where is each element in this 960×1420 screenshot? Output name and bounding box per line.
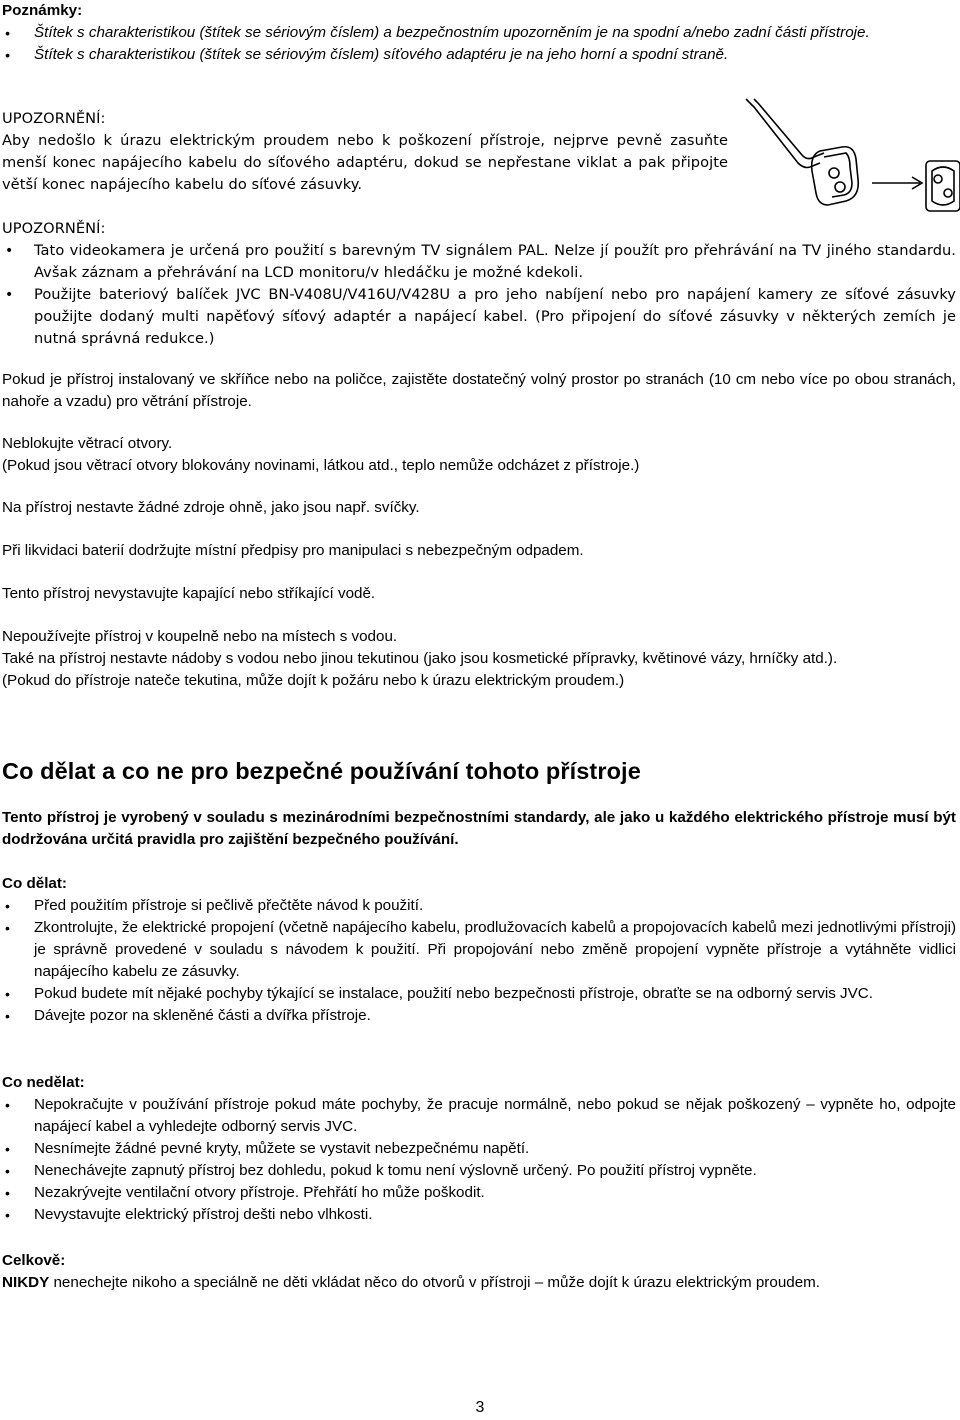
overall-emphasis: NIKDY [2,1274,50,1291]
warning-list [2,240,956,350]
notes-section [2,0,956,66]
paragraph: Při likvidaci baterií dodržujte místní předpisy pro manipulaci s nebezpečným odpadem. [2,542,584,559]
page-number: 3 [475,1399,485,1416]
list-item: • Nesnímejte žádné pevné kryty, můžete se vystavit nebezpečnému napětí. [2,1138,956,1160]
notes-heading: Poznámky: [2,2,83,19]
list-item: • Před použitím přístroje si pečlivě přečtěte návod k použití. [2,895,956,917]
paragraph: Neblokujte větrací otvory. [2,435,173,452]
paragraph: Pokud je přístroj instalovaný ve skříňce nebo na poličce, zajistěte dostatečný volný prostor po stranách (10 cm nebo více po obou stranách, nahoře a vzadu) pro větrání přístroje. [2,371,956,410]
overall-heading: Celkově: [2,1252,66,1269]
paragraph-group [2,433,956,477]
list-item: • Použijte bateriový balíček JVC BN-V408U/V416U/V428U a pro jeho nabíjení nebo pro napájení kamery ze síťové zásuvky použijte dodaný multi napěťový síťový adaptér a napájecí kabel. (Pro připojení do síťové zásuvky v některých zemích je nutná správná redukce.) [2,284,956,350]
do-list [2,895,956,1027]
paragraph: Tento přístroj nevystavujte kapající nebo stříkající vodě. [2,585,376,602]
warning-section-2 [2,218,956,350]
dont-section [2,1072,956,1226]
warning-heading: UPOZORNĚNÍ: [2,220,106,237]
overall-body: nenechejte nikoho a speciálně ne děti vkládat něco do otvorů v přístroji – může dojít k úrazu elektrickým proudem. [49,1274,821,1291]
dont-heading: Co nedělat: [2,1074,85,1091]
paragraph: Nepoužívejte přístroj v koupelně nebo na místech s vodou. [2,628,398,645]
paragraph-group [2,626,956,692]
list-item: • Tato videokamera je určená pro použití s barevným TV signálem PAL. Nelze jí použít pro přehrávání na TV jiného standardu. Avšak záznam a přehrávání na LCD monitoru/v hledáčku je možné kdekoli. [2,240,956,284]
section-title: Co dělat a co ne pro bezpečné používání tohoto přístroje [2,758,641,784]
overall-text [2,1272,956,1294]
list-item: • Dávejte pozor na skleněné části a dvířka přístroje. [2,1005,956,1027]
list-item: • Nenechávejte zapnutý přístroj bez dohledu, pokud k tomu není výslovně určený. Po použití přístroj vypněte. [2,1160,956,1182]
power-plug-icon [742,97,960,237]
warning-text: Aby nedošlo k úrazu elektrickým proudem nebo k poškození přístroje, nejprve pevně zasuňte menší konec napájecího kabelu do síťového adaptéru, dokud se nepřestane viklat a pak připojte větší konec napájecího kabelu do síťové zásuvky. [2,132,728,193]
list-item: • Nezakrývejte ventilační otvory přístroje. Přehřátí ho může poškodit. [2,1182,956,1204]
list-item: • Štítek s charakteristikou (štítek se sériovým číslem) síťového adaptéru je na jeho horní a spodní straně. [2,44,956,66]
paragraph: Také na přístroj nestavte nádoby s vodou nebo jinou tekutinou (jako jsou kosmetické přípravky, květinové vázy, hrníčky atd.). [2,650,838,667]
list-item: • Nevystavujte elektrický přístroj dešti nebo vlhkosti. [2,1204,956,1226]
overall-section [2,1250,956,1294]
notes-list [2,22,956,66]
list-item: • Zkontrolujte, že elektrické propojení (včetně napájecího kabelu, prodlužovacích kabelů a propojovacích kabelů mezi jednotlivými přístroji) je správně provedené v souladu s návodem k použití. Při propojování nebo změně propojení vypněte přístroje a vytáhněte vidlici napájecího kabelu ze zásuvky. [2,917,956,983]
paragraph: (Pokud jsou větrací otvory blokovány novinami, látkou atd., teplo nemůže odcházet z přístroje.) [2,457,640,474]
do-section [2,873,956,1027]
list-item: • Štítek s charakteristikou (štítek se sériovým číslem) a bezpečnostním upozorněním je na spodní a/nebo zadní části přístroje. [2,22,956,44]
list-item: • Nepokračujte v používání přístroje pokud máte pochyby, že pracuje normálně, nebo pokud se nějak poškozený – vypněte ho, odpojte napájecí kabel a vyhledejte odborný servis JVC. [2,1094,956,1138]
warning-heading: UPOZORNĚNÍ: [2,110,106,127]
paragraph: (Pokud do přístroje nateče tekutina, může dojít k požáru nebo k úrazu elektrickým proudem.) [2,672,625,689]
list-item: • Pokud budete mít nějaké pochyby týkající se instalace, použití nebo bezpečnosti přístroje, obraťte se na odborný servis JVC. [2,983,956,1005]
section-intro: Tento přístroj je vyrobený v souladu s mezinárodními bezpečnostními standardy, ale jako u každého elektrického přístroje musí být dodržována určitá pravidla pro zajištění bezpečného používání. [2,809,956,848]
do-heading: Co dělat: [2,875,67,892]
paragraph: Na přístroj nestavte žádné zdroje ohně, jako jsou např. svíčky. [2,499,420,516]
dont-list [2,1094,956,1226]
